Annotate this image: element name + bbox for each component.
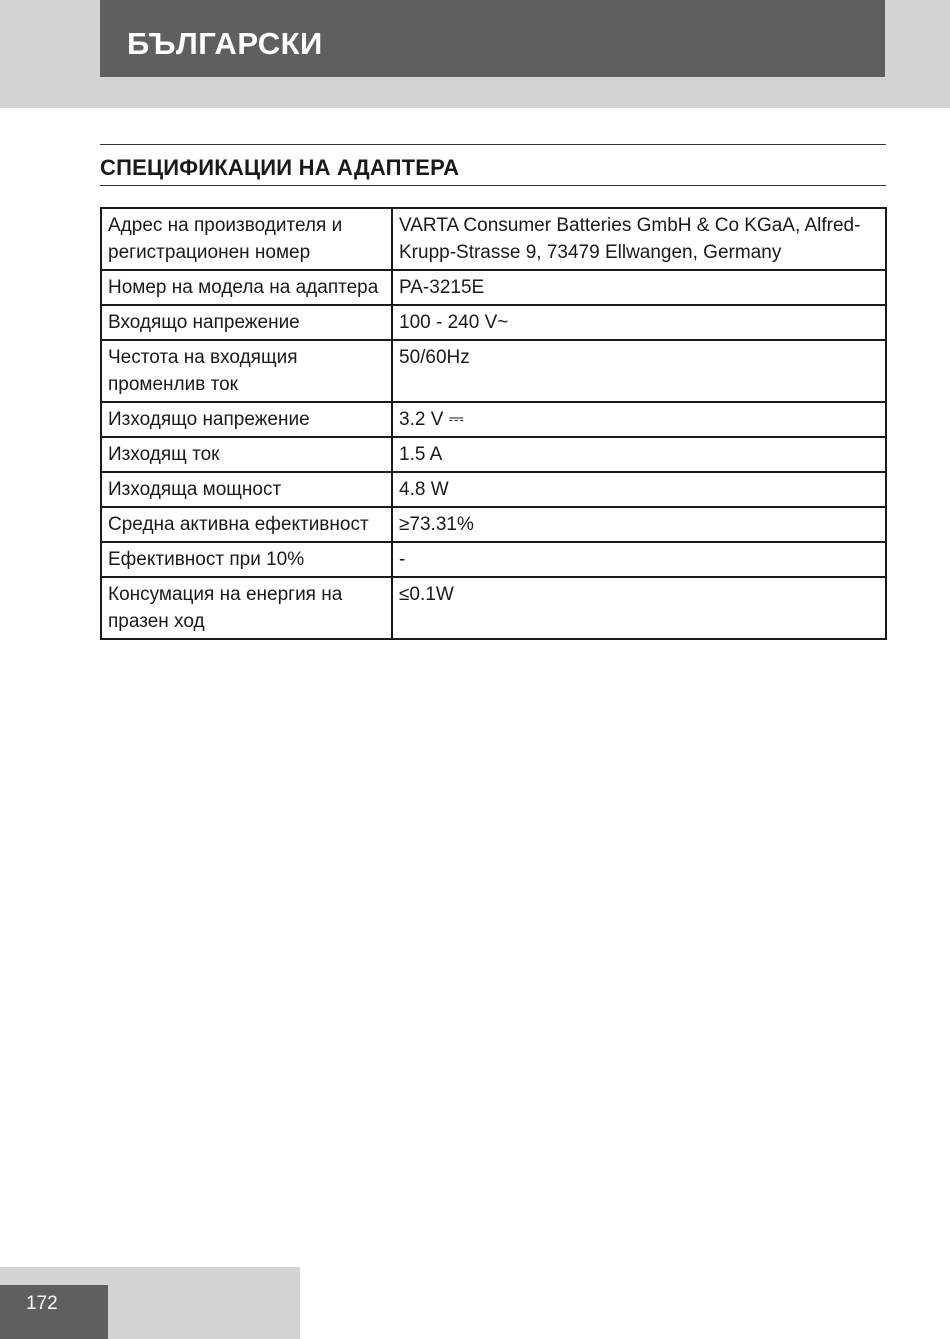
spec-label: Консумация на енергия на празен ход [101,577,392,639]
spec-label: Входящо напрежение [101,305,392,340]
table-row [101,437,886,472]
spec-value: VARTA Consumer Batteries GmbH & Co KGaA, Alfred-Krupp-Strasse 9, 73479 Ellwangen, Germany [392,208,886,270]
spec-value: ≤0.1W [392,577,886,639]
spec-value: 4.8 W [392,472,886,507]
spec-value: 1.5 A [392,437,886,472]
section-title: СПЕЦИФИКАЦИИ НА АДАПТЕРА [100,155,460,180]
spec-value: 50/60Hz [392,340,886,402]
spec-label: Средна активна ефективност [101,507,392,542]
spec-label: Ефективност при 10% [101,542,392,577]
table-row [101,305,886,340]
spec-value: 100 - 240 V~ [392,305,886,340]
spec-label: Изходяща мощност [101,472,392,507]
spec-value: 3.2 V ⎓ [392,402,886,437]
table-row [101,402,886,437]
language-title: БЪЛГАРСКИ [127,26,323,61]
language-bar [100,0,885,77]
spec-label: Честота на входящия променлив ток [101,340,392,402]
spec-label: Адрес на производителя и регистрационен номер [101,208,392,270]
table-row [101,270,886,305]
rule-bottom [100,185,886,186]
section-heading [100,144,886,186]
table-row [101,507,886,542]
header-band [0,0,950,108]
spec-value: PA-3215E [392,270,886,305]
spec-label: Изходящ ток [101,437,392,472]
spec-table [100,207,887,640]
spec-value: - [392,542,886,577]
table-row [101,208,886,270]
table-row [101,542,886,577]
page-number-box [0,1285,108,1339]
spec-value: ≥73.31% [392,507,886,542]
table-row [101,340,886,402]
table-row [101,577,886,639]
spec-label: Изходящо напрежение [101,402,392,437]
spec-label: Номер на модела на адаптера [101,270,392,305]
page-number: 172 [26,1293,58,1314]
table-row [101,472,886,507]
